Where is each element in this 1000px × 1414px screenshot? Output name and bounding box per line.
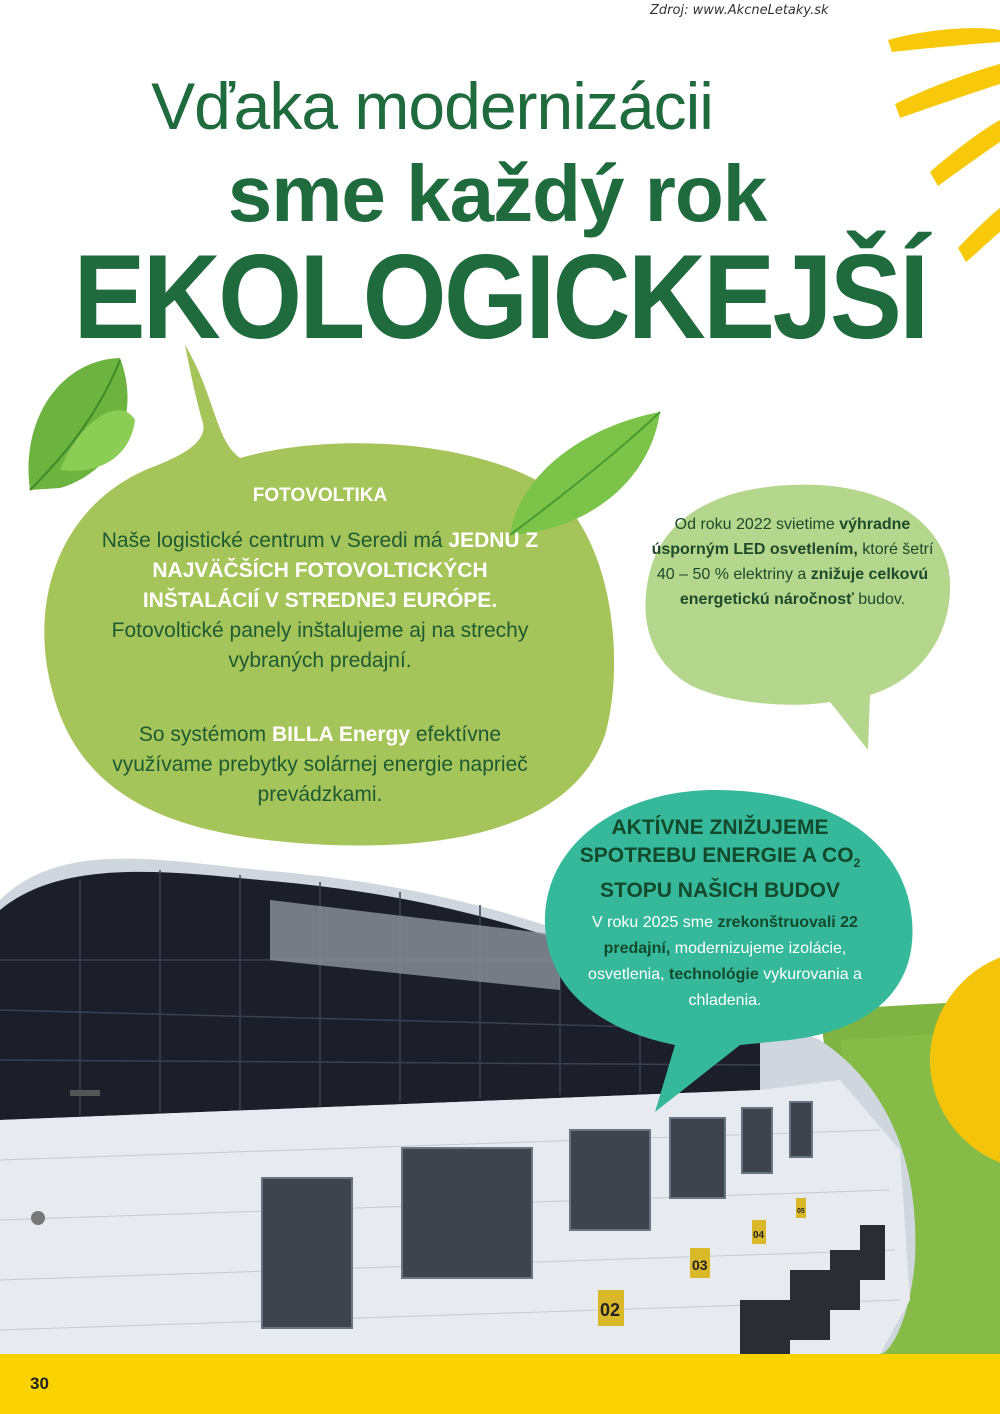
fotovoltika-paragraph-2 [100,720,540,810]
fotovoltika-title: FOTOVOLTIKA [252,485,388,506]
text-span: V roku 2025 sme [592,914,718,931]
text-span: Naše logistické centrum v Seredi má [101,529,449,552]
highlight-text: znižuje celkovú energetickú náročnosť [679,566,929,608]
highlight-text: zrekonštruovali 22 predajní, [603,914,858,957]
footer-bar [0,1354,1000,1414]
headline-line-1: Vďaka modernizácii [151,69,713,143]
text-span: budov. [853,591,906,608]
text-span: So systémom [138,723,272,746]
highlight-text: JEDNU Z NAJVÄČŠÍCH FOTOVOLTICKÝCH INŠTALÁCIÍ V STREDNEJ EURÓPE. [142,529,539,612]
text-span: vykurovania a chladenia. [688,966,862,1009]
text-span: STOPU NAŠICH BUDOV [600,879,840,903]
leaf-decoration-center [510,412,660,535]
energy-bubble-title [570,814,870,905]
led-bubble-text [650,512,935,612]
energy-bubble-text [565,910,885,1014]
text-span: modernizujeme izolácie, osvetlenia, [588,940,847,983]
text-span: AKTÍVNE ZNIŽUJEME SPOTREBU ENERGIE A CO [579,816,854,867]
subscript-text: 2 [853,856,861,871]
text-span: Fotovoltické panely inštalujeme aj na strechy vybraných predajní. [111,619,529,672]
highlight-text: BILLA Energy [271,723,411,746]
text-span: efektívne využívame prebytky solárnej energie naprieč prevádzkami. [112,723,528,806]
fotovoltika-paragraph-1 [100,526,540,676]
headline-line-3: EKOLOGICKEJŠÍ [73,230,927,364]
leaf-decoration-left [28,358,135,490]
text-span: Od roku 2022 svietime [674,516,840,533]
highlight-text: technológie [668,966,759,983]
highlight-text: výhradne úsporným LED osvetlením, [651,516,911,558]
headline-line-2: sme každý rok [227,149,767,238]
text-span: ktoré šetrí 40 – 50 % elektriny a [656,541,934,583]
security-camera-icon [31,1211,45,1225]
dock-label-04: 04 [753,1230,765,1241]
dock-label-03: 03 [692,1257,708,1273]
dock-label-05: 05 [797,1208,805,1215]
dock-label-02: 02 [600,1300,621,1320]
page-number: 30 [30,1374,49,1393]
source-credit: Zdroj: www.AkcneLetaky.sk [650,3,829,18]
